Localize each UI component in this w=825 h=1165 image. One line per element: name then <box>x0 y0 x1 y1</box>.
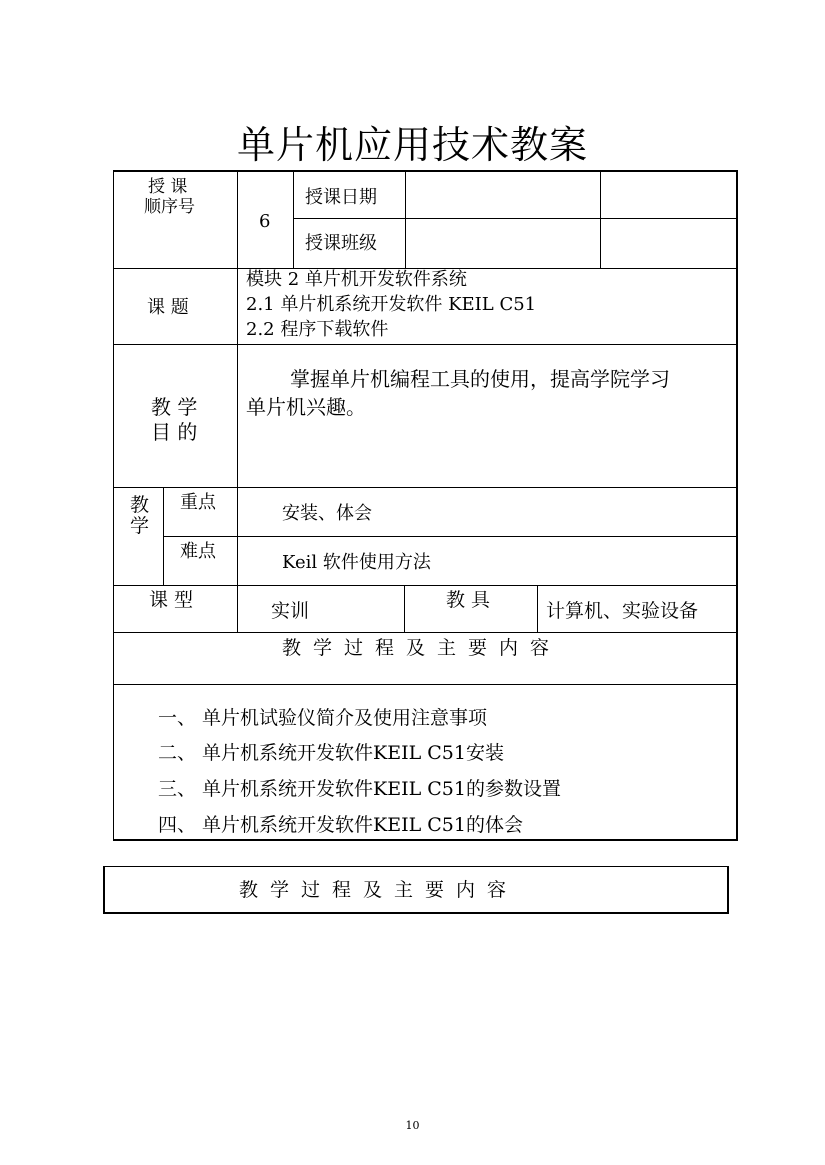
divider <box>163 536 737 537</box>
objective-label-line1: 教 学 <box>151 395 198 419</box>
key-point-label: 重点 <box>180 492 216 513</box>
process-item: 四、 单片机系统开发软件KEIL C51的体会 <box>158 814 523 836</box>
tools-value: 计算机、实验设备 <box>546 600 699 622</box>
key-point-value: 安装、体会 <box>282 503 372 524</box>
course-type-label: 课 型 <box>149 589 194 611</box>
topic-line2: 2.1 单片机系统开发软件 KEIL C51 <box>246 294 537 315</box>
sequence-label-line1: 授 课 <box>148 177 188 197</box>
sequence-value: 6 <box>259 211 271 232</box>
objective-label-line2: 目 的 <box>151 420 198 444</box>
table-border-top <box>113 170 738 172</box>
table-border-bottom <box>113 839 738 841</box>
teaching-label-char1: 教 <box>130 494 150 516</box>
tools-label: 教 具 <box>446 589 491 611</box>
process-item: 二、 单片机系统开发软件KEIL C51安装 <box>158 742 504 764</box>
date-label: 授课日期 <box>305 187 377 208</box>
section-box-label: 教学过程及主要内容 <box>239 879 519 901</box>
topic-line1: 模块 2 单片机开发软件系统 <box>246 269 467 290</box>
divider <box>537 586 538 633</box>
page-number: 10 <box>405 1119 420 1132</box>
difficulty-label: 难点 <box>180 541 216 562</box>
divider <box>113 632 737 633</box>
divider <box>404 586 405 633</box>
divider <box>113 344 737 345</box>
page-title: 单片机应用技术教案 <box>236 123 588 167</box>
course-type-value: 实训 <box>271 600 310 622</box>
process-item: 三、 单片机系统开发软件KEIL C51的参数设置 <box>158 778 561 800</box>
section-box <box>103 866 729 914</box>
teaching-label-char2: 学 <box>130 515 150 537</box>
table-border-left <box>113 170 114 841</box>
divider <box>600 171 601 269</box>
divider <box>113 684 737 685</box>
divider <box>293 171 294 269</box>
table-border-right <box>736 170 738 841</box>
divider <box>405 171 406 269</box>
sequence-label-line2: 顺序号 <box>144 197 195 217</box>
topic-label: 课 题 <box>147 297 189 318</box>
objective-text-line2: 单片机兴趣。 <box>246 395 366 419</box>
process-header: 教学过程及主要内容 <box>282 637 562 659</box>
divider <box>113 585 737 586</box>
divider <box>163 488 164 586</box>
objective-text-line1: 掌握单片机编程工具的使用，提高学院学习 <box>290 367 670 391</box>
divider <box>293 218 737 219</box>
process-item: 一、 单片机试验仪简介及使用注意事项 <box>158 707 488 729</box>
difficulty-value: Keil 软件使用方法 <box>282 552 431 573</box>
topic-line3: 2.2 程序下载软件 <box>246 319 389 340</box>
divider <box>113 487 737 488</box>
divider <box>237 171 238 633</box>
class-label: 授课班级 <box>305 233 377 254</box>
